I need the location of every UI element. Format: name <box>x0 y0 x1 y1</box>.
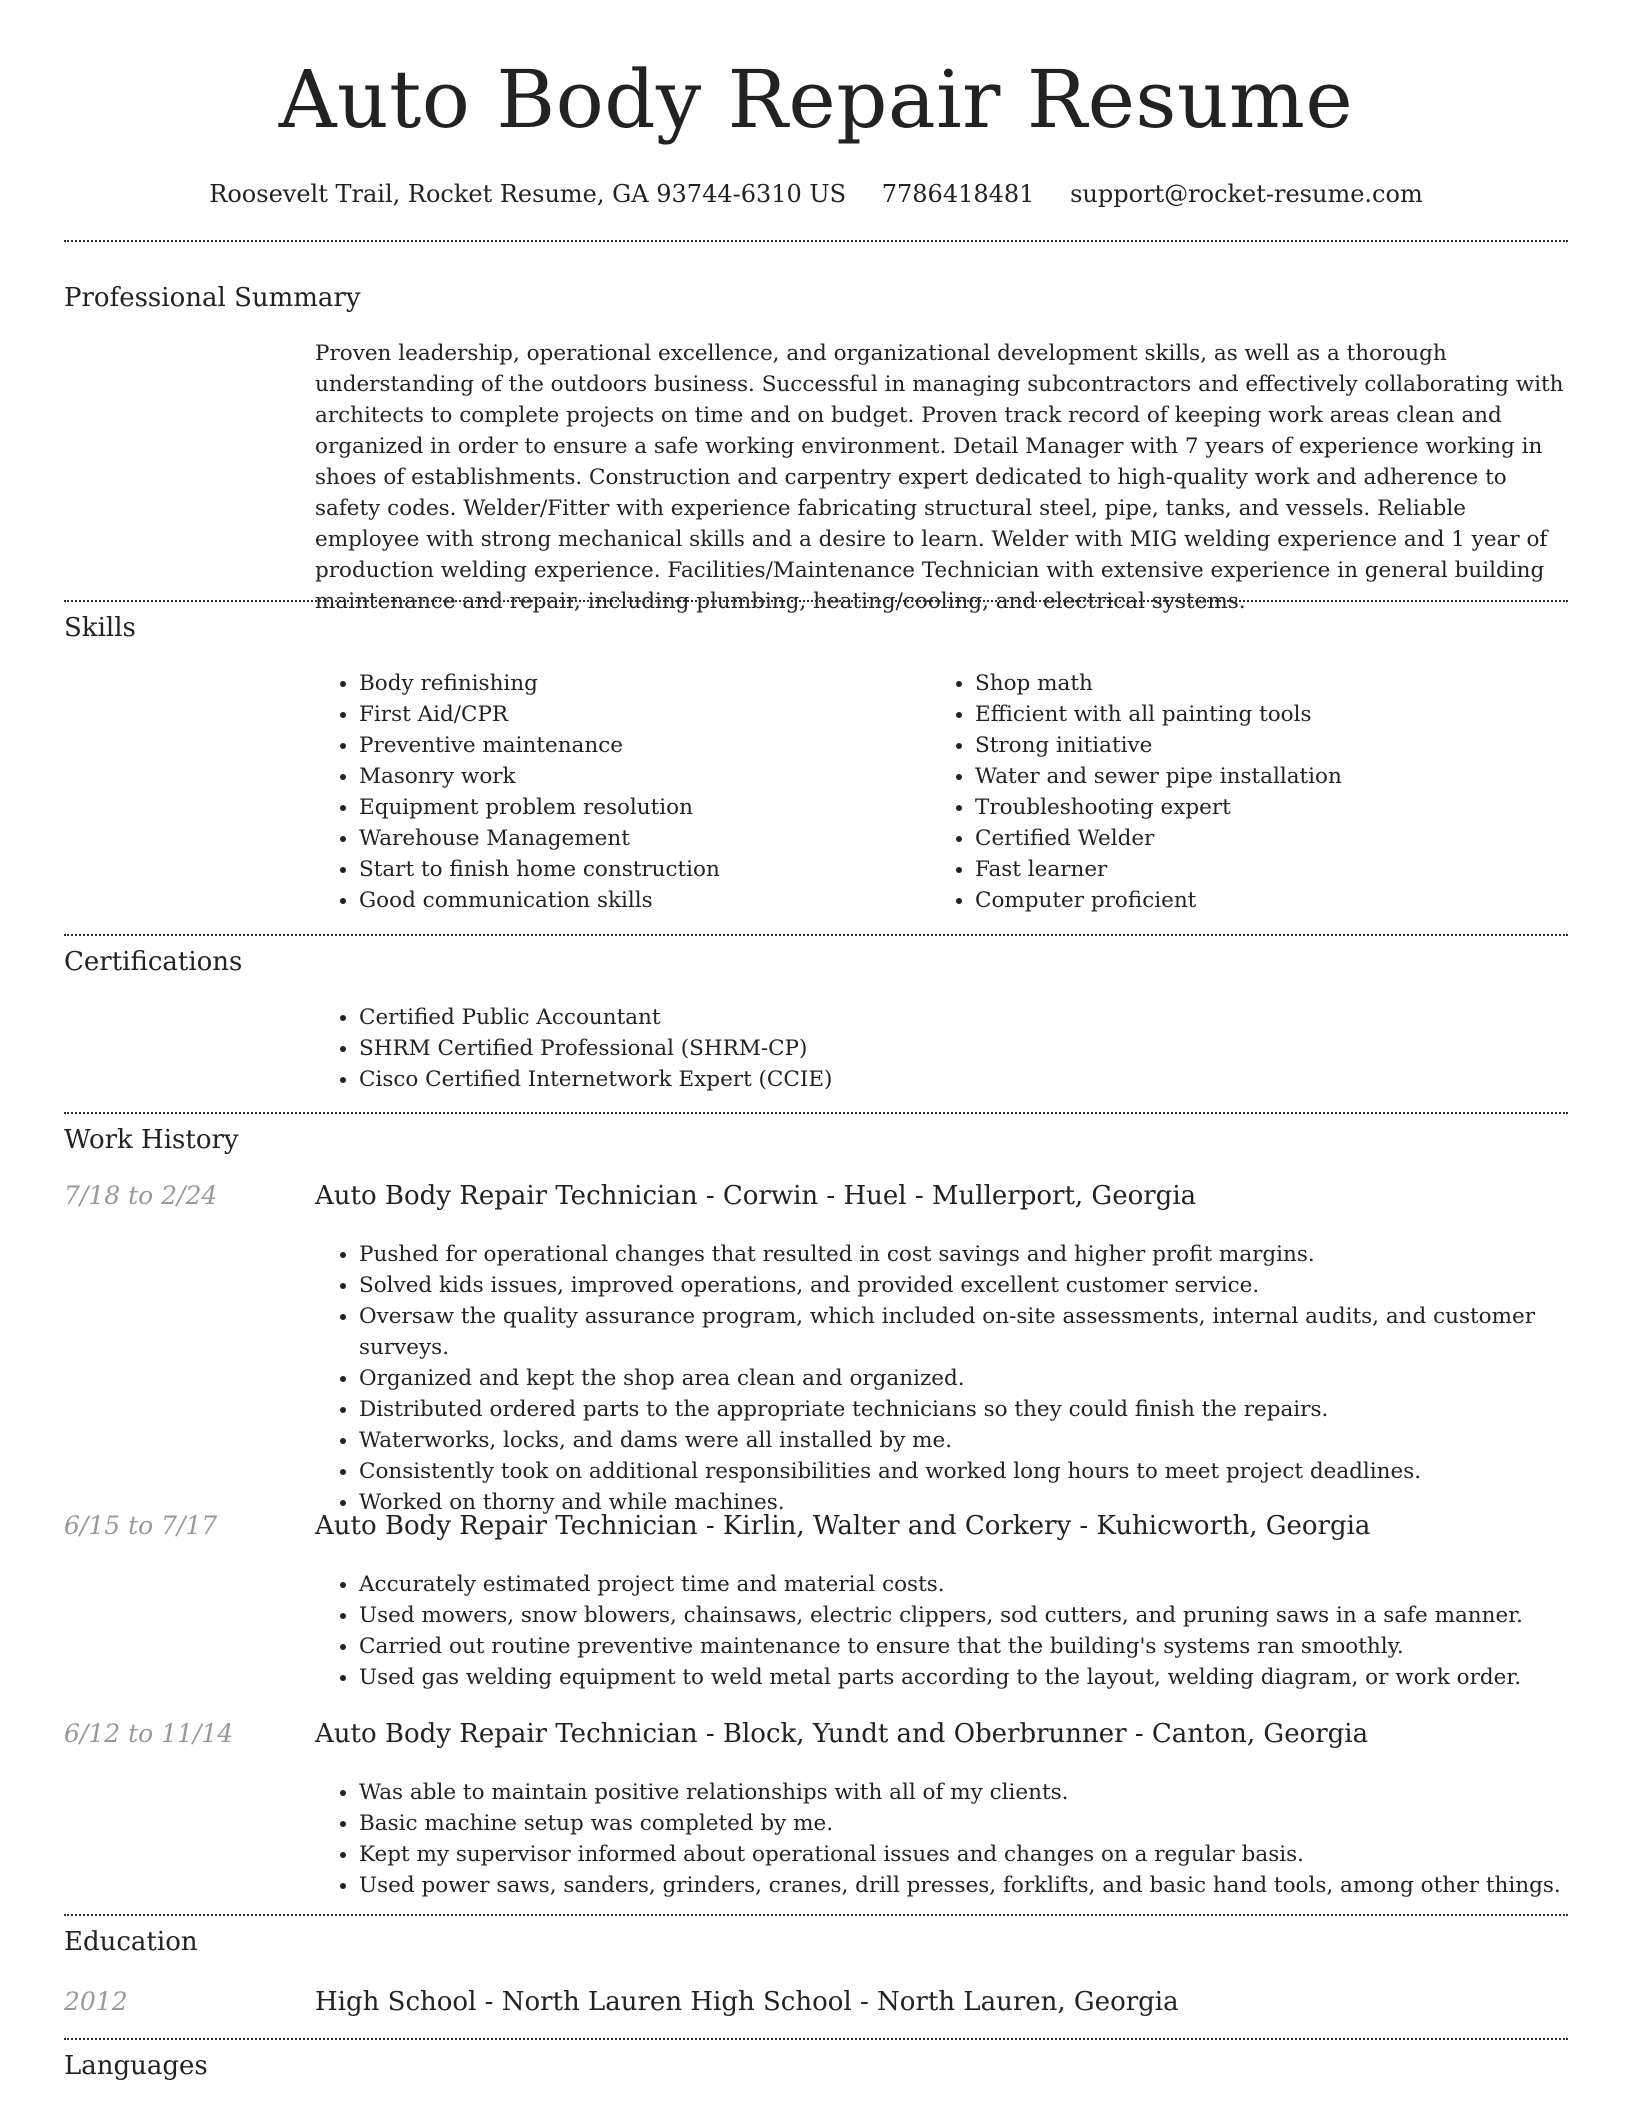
professional-summary: Proven leadership, operational excellence, and organizational development skills, as well as a thorough understanding of the outdoors business. Successful in managing subcontractors and effectively collaborating with architects to complete projects on time and on budget. Proven track record of keeping work areas clean and organized in order to ensure a safe working environment. Detail Manager with 7 years of experience working in shoes of establishments. Construction and carpentry expert dedicated to high-quality work and adherence to safety codes. Welder/Fitter with experience fabricating structural steel, pipe, tanks, and vessels. Reliable employee with strong mechanical skills and a desire to learn. Welder with MIG welding experience and 1 year of production welding experience. Facilities/Maintenance Technician with extensive experience in general building maintenance and repair, including plumbing, heating/cooling, and electrical systems. <box>315 341 1564 614</box>
job-bullets <box>315 1239 1609 1518</box>
section-title-languages: Languages <box>64 2051 208 2081</box>
job-bullet: • Pushed for operational changes that resulted in cost savings and higher profit margins. <box>359 1239 1609 1270</box>
section-title-certifications: Certifications <box>64 947 243 977</box>
job-bullet: • Carried out routine preventive maintenance to ensure that the building's systems ran smoothly. <box>359 1631 1609 1662</box>
job-bullet: • Accurately estimated project time and material costs. <box>359 1569 1609 1600</box>
section-title-education: Education <box>64 1927 198 1957</box>
section-title-work-history: Work History <box>64 1125 239 1155</box>
job-bullets <box>315 1569 1609 1693</box>
skills-list-left <box>315 668 919 916</box>
skill-item: • Shop math <box>975 668 1575 699</box>
job-bullet: • Was able to maintain positive relationships with all of my clients. <box>359 1777 1609 1808</box>
job-bullet: • Basic machine setup was completed by me. <box>359 1808 1609 1839</box>
skill-item: • Strong initiative <box>975 730 1575 761</box>
job-bullet: • Kept my supervisor informed about operational issues and changes on a regular basis. <box>359 1839 1609 1870</box>
contact-address: Roosevelt Trail, Rocket Resume, GA 93744-6310 US <box>209 180 847 208</box>
skill-item: • Troubleshooting expert <box>975 792 1575 823</box>
resume-title: Auto Body Repair Resume <box>278 53 1354 146</box>
section-divider <box>64 1914 1568 1916</box>
job-bullets <box>315 1777 1609 1901</box>
job-bullet: • Solved kids issues, improved operations, and provided excellent customer service. <box>359 1270 1609 1301</box>
skill-item: • Certified Welder <box>975 823 1575 854</box>
skill-item: • First Aid/CPR <box>359 699 919 730</box>
job-bullet: • Waterworks, locks, and dams were all installed by me. <box>359 1425 1609 1456</box>
section-title-summary: Professional Summary <box>64 283 361 313</box>
section-divider <box>64 934 1568 936</box>
job-dates: 6/12 to 11/14 <box>64 1719 234 1748</box>
job-bullet: • Organized and kept the shop area clean and organized. <box>359 1363 1609 1394</box>
job-bullet: • Consistently took on additional responsibilities and worked long hours to meet project deadlines. <box>359 1456 1609 1487</box>
skill-item: • Masonry work <box>359 761 919 792</box>
job-dates: 7/18 to 2/24 <box>64 1181 218 1210</box>
job-title: Auto Body Repair Technician - Kirlin, Walter and Corkery - Kuhicworth, Georgia <box>315 1511 1371 1541</box>
skill-item: • Water and sewer pipe installation <box>975 761 1575 792</box>
job-bullet: • Used power saws, sanders, grinders, cranes, drill presses, forklifts, and basic hand tools, among other things. <box>359 1870 1609 1901</box>
education-year: 2012 <box>64 1987 128 2016</box>
job-bullet: • Used gas welding equipment to weld metal parts according to the layout, welding diagram, or work order. <box>359 1662 1609 1693</box>
job-title: Auto Body Repair Technician - Corwin - Huel - Mullerport, Georgia <box>315 1181 1197 1211</box>
certification-item: • SHRM Certified Professional (SHRM-CP) <box>359 1033 1559 1064</box>
job-bullet: • Used mowers, snow blowers, chainsaws, electric clippers, sod cutters, and pruning saws in a safe manner. <box>359 1600 1609 1631</box>
skill-item: • Good communication skills <box>359 885 919 916</box>
skill-item: • Computer proficient <box>975 885 1575 916</box>
contact-email: support@rocket-resume.com <box>1070 180 1423 208</box>
skill-item: • Equipment problem resolution <box>359 792 919 823</box>
contact-line <box>0 178 1632 210</box>
job-bullet: • Distributed ordered parts to the appropriate technicians so they could finish the repairs. <box>359 1394 1609 1425</box>
section-divider <box>64 600 1568 602</box>
skill-item: • Body refinishing <box>359 668 919 699</box>
skill-item: • Warehouse Management <box>359 823 919 854</box>
skill-item: • Efficient with all painting tools <box>975 699 1575 730</box>
certifications-list <box>315 1002 1559 1095</box>
section-divider <box>64 240 1568 242</box>
skill-item: • Fast learner <box>975 854 1575 885</box>
job-dates: 6/15 to 7/17 <box>64 1511 218 1540</box>
section-title-skills: Skills <box>64 613 136 643</box>
education-entry: High School - North Lauren High School - North Lauren, Georgia <box>315 1987 1179 2017</box>
job-bullet: • Oversaw the quality assurance program, which included on-site assessments, internal audits, and customer surveys. <box>359 1301 1609 1363</box>
certification-item: • Certified Public Accountant <box>359 1002 1559 1033</box>
skill-item: • Preventive maintenance <box>359 730 919 761</box>
skill-item: • Start to finish home construction <box>359 854 919 885</box>
job-bullet: • Worked on thorny and while machines. <box>359 1487 1609 1518</box>
section-divider <box>64 1112 1568 1114</box>
contact-phone: 7786418481 <box>881 180 1035 208</box>
skills-list-right <box>931 668 1575 916</box>
certification-item: • Cisco Certified Internetwork Expert (CCIE) <box>359 1064 1559 1095</box>
section-divider <box>64 2038 1568 2040</box>
job-title: Auto Body Repair Technician - Block, Yundt and Oberbrunner - Canton, Georgia <box>315 1719 1369 1749</box>
